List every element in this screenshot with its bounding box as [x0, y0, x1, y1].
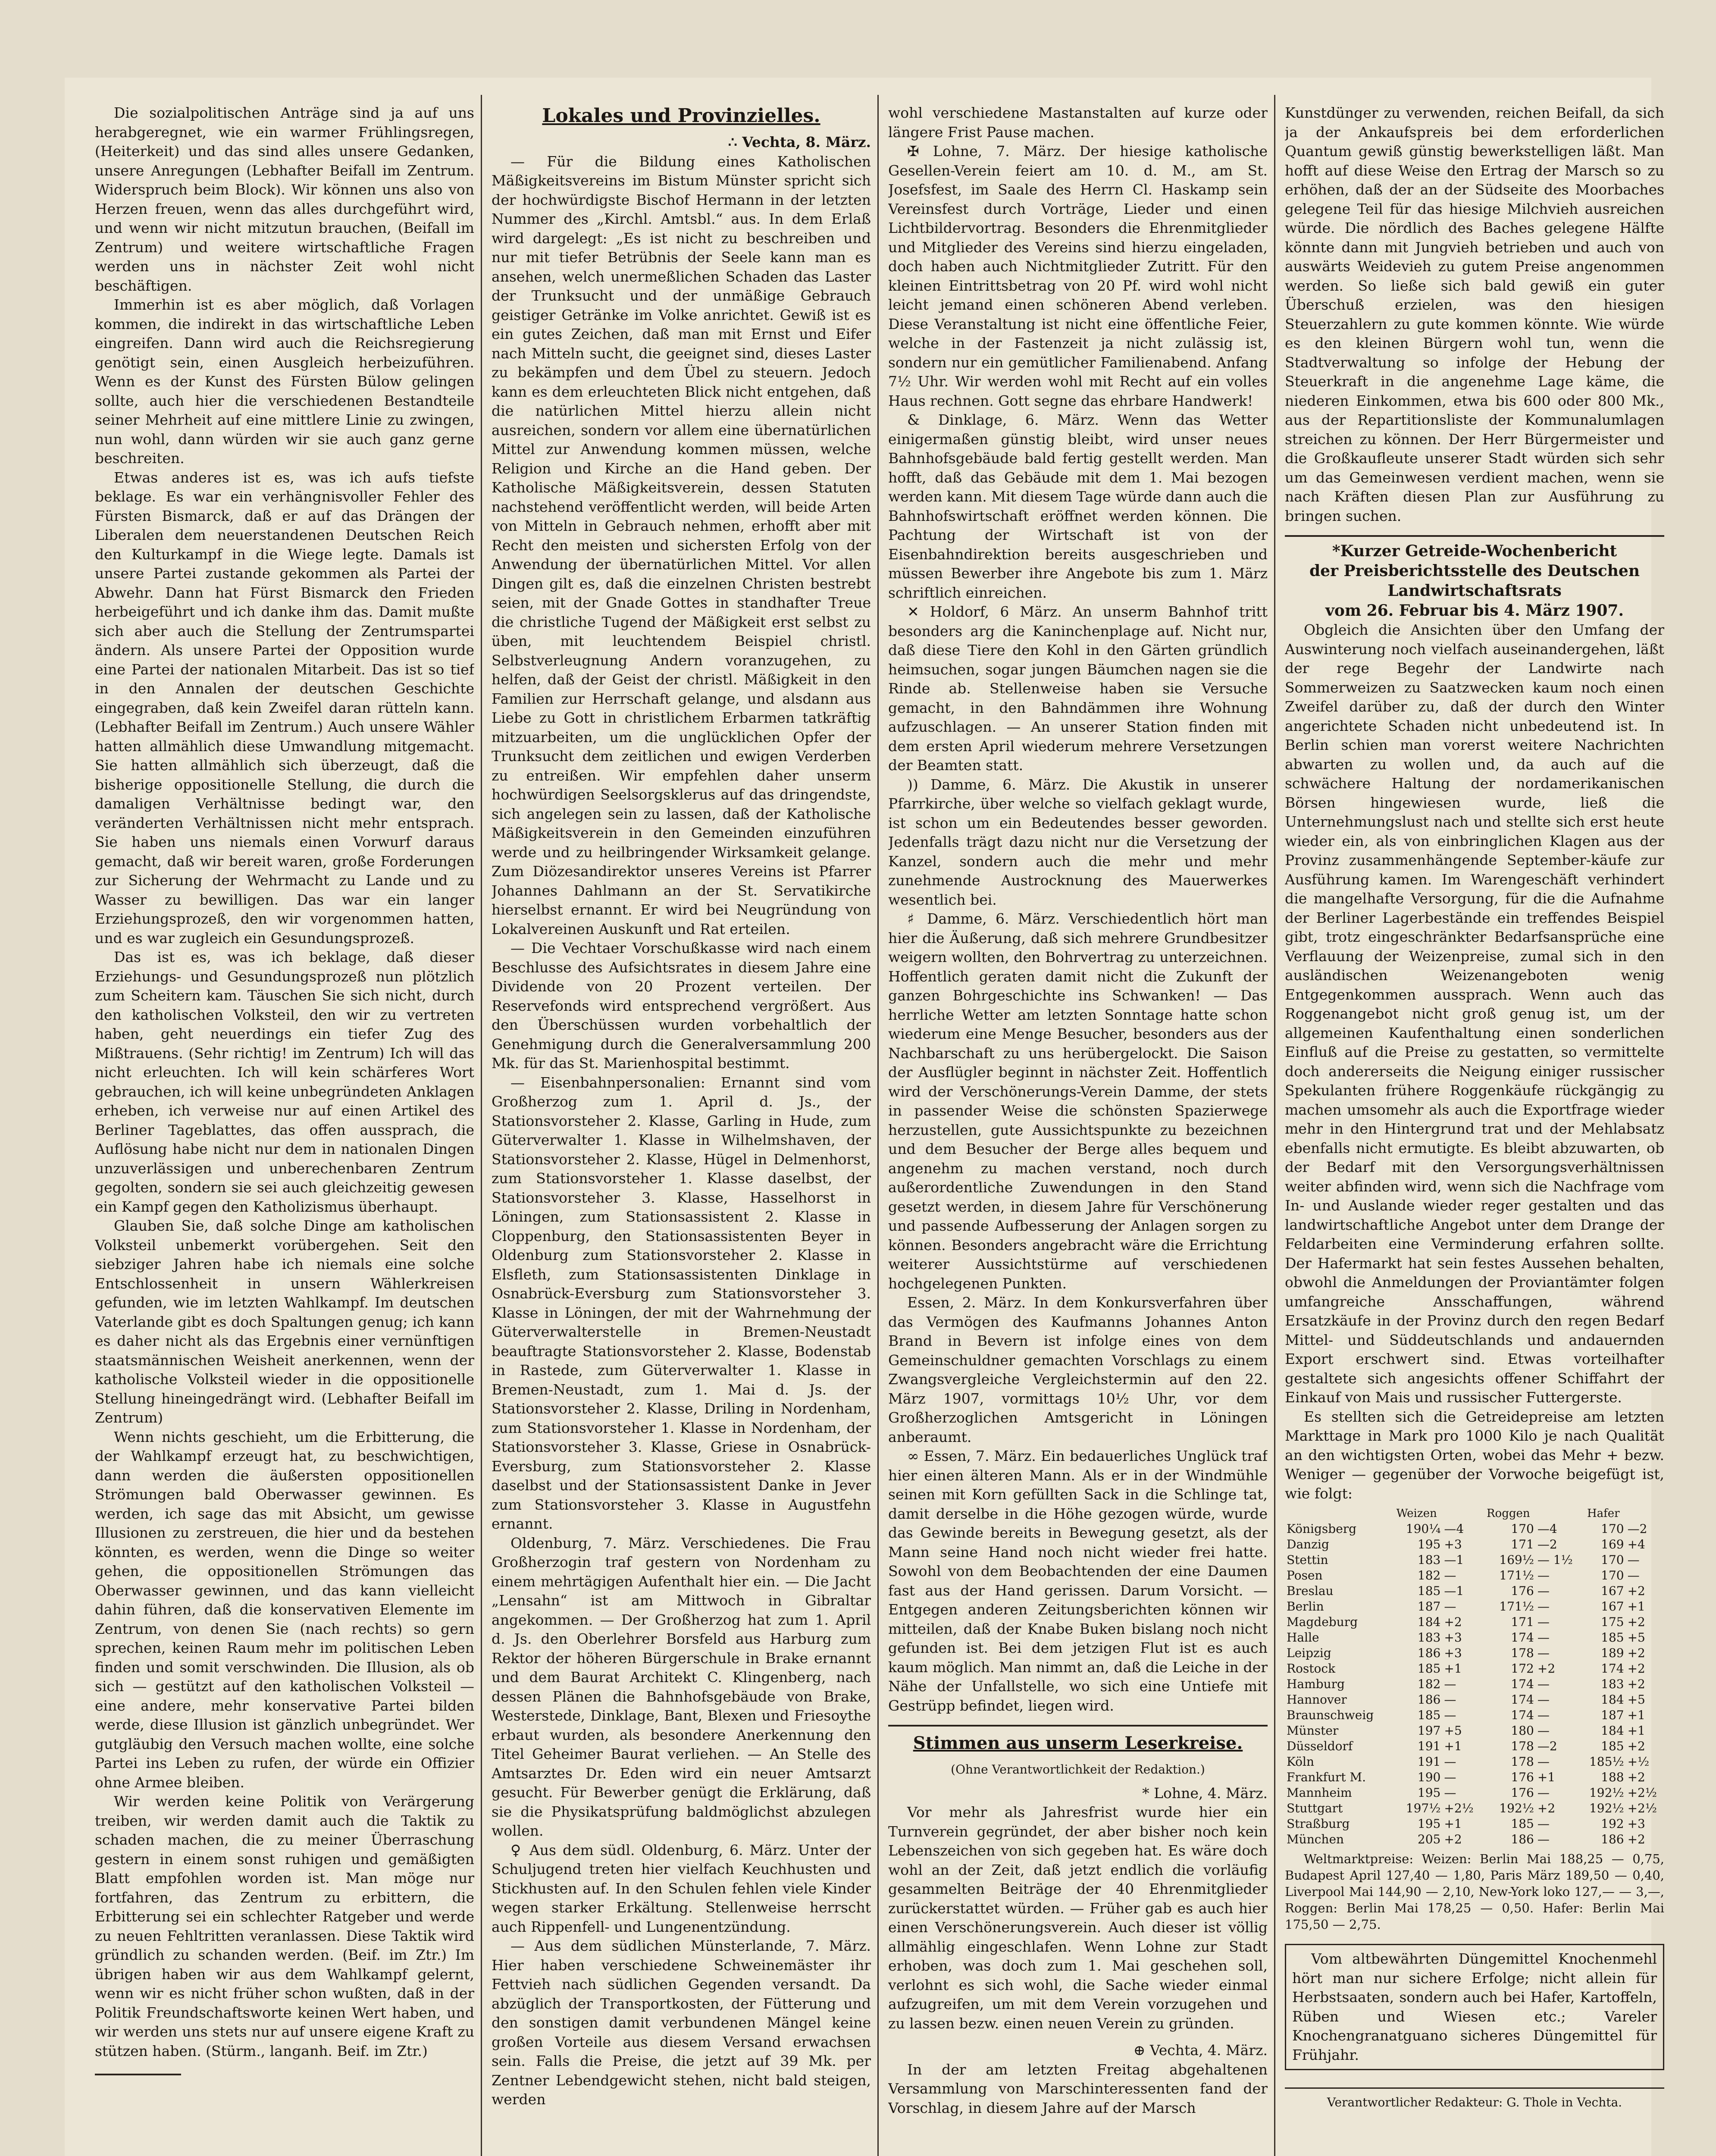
- paragraph: — Die Vechtaer Vorschußkasse wird nach einem Beschlusse des Aufsichtsrates in diesem Jahre eine Dividende von 20 Prozent verteilen. Der Reservefonds wird entsprechend vergrößert. Aus den Überschüssen wurden vorbehaltlich der Genehmigung durch die Generalversammlung 200 Mk. für das St. Marienhospital bestimmt.: [492, 940, 871, 1072]
- end-rule: [95, 2074, 181, 2075]
- table-cell-value: +2½: [1627, 1786, 1657, 1800]
- paragraph: Die sozialpolitischen Anträge sind ja auf uns herabgeregnet, wie ein warmer Frühlingsregen, (Heiterkeit) und das sind alles unsere Gedanken, unsere Anregungen (Lebhafter Beifall im Zentrum. Widerspruch beim Block). Wir können uns also von Herzen freuen, wenn das alles durchgeführt wird, und wenn wir nicht mitzutun brauchen, (Beifall im Zentrum) und weitere wirtschaftliche Fragen werden uns in nächster Zeit wohl nicht beschäftigen.: [95, 104, 474, 294]
- paragraph: Wenn nichts geschieht, um die Erbitterung, die der Wahlkampf erzeugt hat, zu beschwichtigen, dann werden die äußersten oppositionellen Strömungen bald Oberwasser gewinnen. Es werden, ich sage das mit Absicht, um gewisse Illusionen zu zerstreuen, die hier und da bestehen könnten, es werden, wenn die Dinge so weiter gehen, die oppositionellen Strömungen das Oberwasser gewinnen, und das kann vielleicht dahin führen, daß die konservativen Elemente im Zentrum, von denen Sie (nach rechts) so gern sprechen, keinen Raum mehr im politischen Leben finden und somit verschwinden. Die Illusion, als ob sich — gestützt auf den katholischen Volksteil — eine andere, mehr konservative Partei bilden werde, diese Illusion ist gänzlich unbegründet. Wer gutgläubig den Versuch machen wollte, eine solche Partei ins Leben zu rufen, der würde ein Offizier ohne Armee bleiben.: [95, 1428, 474, 1791]
- table-cell-value: —: [1537, 1755, 1550, 1769]
- table-header-row: [1285, 1506, 1664, 1521]
- table-cell-value: —: [1537, 1786, 1550, 1800]
- paragraph: — Eisenbahnpersonalien: Ernannt sind vom Großherzog zum 1. April d. Js., der Stationsvorsteher 2. Klasse, Garling in Hude, zum Güterverwalter 1. Klasse in Wilhelmshaven, der Stationsvorsteher 2. Klasse, Hügel in Delmenhorst, zum Stationsvorsteher 1. Klasse daselbst, der Stationsvorsteher 3. Klasse, Hasselhorst in Löningen, zum Stationsassistent 2. Klasse in Cloppenburg, den Stationsassistenten Beyer in Oldenburg zum Stationsvorsteher 2. Klasse in Elsfleth, zum Stationsassistenten Dinklage in Osnabrück-Eversburg zum Stationsvorsteher 3. Klasse in Löningen, der mit der Wahrnehmung der Güterverwalterstelle in Bremen-Neustadt beauftragte Stationsvorsteher 2. Klasse, Bodenstab in Rastede, zum Güterverwalter 1. Klasse in Bremen-Neustadt, zum 1. Mai d. Js. der Stationsvorsteher 2. Klasse, Driling in Nordenham, zum Stationsvorsteher 1. Klasse in Nordenham, der Stationsvorsteher 3. Klasse, Griese in Osnabrück-Eversburg, zum Stationsvorsteher 2. Klasse daselbst und der Stationsassistent Danke in Jever zum Stationsvorsteher 3. Klasse in Augustfehn ernannt.: [492, 1074, 871, 1532]
- table-cell-value: 176: [1511, 1786, 1534, 1800]
- table-cell-value: 183: [1417, 1553, 1441, 1567]
- table-cell-value: —: [1444, 1708, 1456, 1722]
- table-cell-city: Breslau: [1287, 1584, 1334, 1598]
- section-heading-readers: Stimmen aus unserm Leserkreise.: [913, 1733, 1243, 1753]
- paragraph: ♀ Aus dem südl. Oldenburg, 6. März. Unter der Schuljugend treten hier vielfach Keuchhusten und Stickhusten auf. In den Schulen fehlen viele Kinder wegen starker Erkältung. Stellenweise herrscht auch Rippenfell- und Lungenentzündung.: [492, 1841, 871, 1935]
- table-cell-value: +1: [1627, 1724, 1645, 1738]
- column-3: [888, 103, 1268, 2156]
- table-cell-value: —: [1537, 1630, 1550, 1645]
- paragraph: )) Damme, 6. März. Die Akustik in unserer Pfarrkirche, über welche so vielfach geklagt wurde, ist schon um ein Bedeutendes besser geworden. Jedenfalls trägt dazu nicht nur die Versetzung der Kanzel, sondern auch die mehr und mehr zunehmende Austrocknung des Mauerwerkes wesentlich bei.: [888, 776, 1268, 908]
- table-row: [1285, 1537, 1664, 1552]
- table-cell-value: 174: [1511, 1630, 1534, 1645]
- paragraph: wohl verschiedene Mastanstalten auf kurze oder längere Frist Pause machen.: [888, 104, 1268, 141]
- table-header-cell: [1285, 1506, 1391, 1521]
- table-cell-city: Hannover: [1287, 1692, 1347, 1707]
- table-cell-value: —: [1537, 1646, 1550, 1660]
- table-cell-value: +2: [1537, 1801, 1556, 1815]
- table-cell-value: 182: [1417, 1677, 1441, 1691]
- table-cell-value: 205: [1417, 1832, 1441, 1846]
- table-cell-value: +2: [1627, 1739, 1645, 1753]
- table-cell-value: +1: [1444, 1817, 1462, 1831]
- paragraph: — Für die Bildung eines Katholischen Mäßigkeitsvereins im Bistum Münster spricht sich der hochwürdigste Bischof Hermann in der letzten Nummer des „Kirchl. Amtsbl.“ aus. In dem Erlaß wird dargelegt: „Es ist nicht zu beschreiben und nur mit tiefer Betrübnis der Seele kann man es ansehen, welch unermeßlichen Schaden das Laster der Trunksucht und der unmäßige Gebrauch geistiger Getränke im Volke anrichtet. Gewiß ist es ein gutes Zeichen, daß man mit Ernst und Eifer nach Mitteln sucht, die geeignet sind, dieses Laster zu bekämpfen und dem Übel zu steuern. Jedoch kann es dem erleuchteten Blick nicht entgehen, daß die natürlichen Mittel hierzu allein nicht ausreichen, sondern vor allem eine übernatürlichen Mittel zur Anwendung kommen müssen, welche Religion und Kirche an die Hand geben. Der Katholische Mäßigkeitsverein, dessen Statuten nachstehend veröffentlicht werden, will beide Arten von Mitteln in Gebrauch nehmen, erhofft aber mit Recht den meisten und sichersten Erfolg von der Anwendung der übernatürlichen Mittel. Vor allen Dingen gilt es, daß die einzelnen Christen bestrebt seien, mit der Gnade Gottes in standhafter Treue die christliche Tugend der Mäßigkeit erst selbst zu üben, mit leuchtendem Beispiel christl. Selbstverleugnung Andern voranzugehen, zu helfen, daß der Geist der christl. Mäßigkeit in den Familien zur Herrschaft gelange, und alsdann aus Liebe zu Gott in christlichem Erbarmen tatkräftig mitzuarbeiten, um die unglücklichen Opfer der Trunksucht dem zeitlichen und ewigen Verderben zu entreißen. Wir empfehlen daher unserm hochwürdigen Seelsorgsklerus auf das dringendste, sich angelegen sein zu lassen, daß der Katholische Mäßigkeitsverein in den Gemeinden einzuführen werde und zu heilbringender Wirksamkeit gelange. Zum Diözesandirektor unseres Vereins ist Pfarrer Johannes Dahlmann an der St. Servatikirche hierselbst ernannt. Er wird bei Neugründung von Lokalvereinen Auskunft und Rat erteilen.: [492, 153, 871, 937]
- table-cell-value: 178: [1511, 1755, 1534, 1769]
- table-cell-value: +1: [1444, 1739, 1462, 1753]
- table-cell-city: Stuttgart: [1287, 1801, 1343, 1815]
- table-cell-value: 174: [1601, 1661, 1624, 1676]
- table-cell-value: —: [1627, 1568, 1640, 1583]
- table-cell-value: +2: [1537, 1661, 1556, 1676]
- paragraph: ✠ Lohne, 7. März. Der hiesige katholische Gesellen-Verein feiert am 10. d. M., am St. Josefsfest, im Saale des Herrn Cl. Haskamp sein Vereinsfest durch Vorträge, Lieder und einen Lichtbildervortrag. Besonders die Ehrenmitglieder und Mitglieder des Vereins sind hierzu eingeladen, doch haben auch Nichtmitglieder Zutritt. Für den kleinen Eintrittsbetrag von 20 Pf. wird wohl nicht leicht jemand einen schöneren Abend verleben. Diese Veranstaltung ist nicht eine öffentliche Feier, welche in der Fastenzeit ja nicht zulässig ist, sondern nur ein gemütlicher Familienabend. Anfang 7½ Uhr. Wir werden wohl mit Recht auf ein volles Haus rechnen. Gott segne das ehrbare Handwerk!: [888, 143, 1268, 409]
- table-row: [1285, 1630, 1664, 1645]
- paragraph: Immerhin ist es aber möglich, daß Vorlagen kommen, die indirekt in das wirtschaftliche Leben eingreifen. Dann wird auch die Reichsregierung genötigt sein, einen Ausgleich herbeizuführen. Wenn es der Kunst des Fürsten Bülow gelingen sollte, auch hier die verschiedenen Bestandteile seiner Mehrheit auf eine mittlere Linie zu zwingen, nun wohl, dann würden wir sie auch ganz gerne beschreiten.: [95, 296, 474, 467]
- table-cell-city: Rostock: [1287, 1661, 1336, 1676]
- table-cell-value: 187: [1601, 1708, 1624, 1722]
- paragraph: In der am letzten Freitag abgehaltenen Versammlung von Marschinteressenten fand der Vorschlag, in diesem Jahre auf der Marsch: [888, 2061, 1268, 2116]
- table-cell-value: 186: [1601, 1832, 1624, 1846]
- advertisement-text: Vom altbewährten Düngemittel Knochenmehl hört man nur sichere Erfolge; nicht allein für Herbstsaaten, sondern auch bei Hafer, Kartoffeln, Rüben und Wiesen etc.; Vareler Knochengranatguano sicheres Düngemittel für Frühjahr.: [1292, 1950, 1657, 2063]
- editor-footer: Verantwortlicher Redakteur: G. Thole in Vechta.: [1285, 2087, 1664, 2112]
- paragraph: Wir werden keine Politik von Verärgerung treiben, wir werden damit auch die Taktik zu schaden machen, die zu meiner Überraschung gestern in einem sonst ruhigen und gemäßigten Blatt empfohlen worden ist. Man möge nur fortfahren, das Zentrum zu erbittern, die Erbitterung sei ein schlechter Ratgeber und werde zu neuen Fehltritten veranlassen. Diese Taktik wird gründlich zu schanden werden. (Beif. im Ztr.) Im übrigen haben wir aus dem Wahlkampf gelernt, wenn wir es nicht früher schon wußten, daß in der Politik Freundschaftsworte keinen Wert haben, und wir werden uns stets nur auf unsere eigene Kraft zu stützen haben. (Stürm., langanh. Beif. im Ztr.): [95, 1793, 474, 2059]
- table-cell-value: 169: [1601, 1537, 1624, 1551]
- table-cell-value: 170: [1601, 1522, 1624, 1536]
- table-cell-value: —2: [1627, 1522, 1647, 1536]
- table-cell-city: Münster: [1287, 1724, 1339, 1738]
- table-cell-value: —: [1444, 1786, 1456, 1800]
- paragraph: Essen, 2. März. In dem Konkursverfahren über das Vermögen des Kaufmanns Johannes Anton Brand in Bevern ist infolge eines von dem Gemeinschuldner gemachten Vorschlags zu einem Zwangsvergleiche Vergleichstermin auf den 22. März 1907, vormittags 10½ Uhr, vor dem Großherzoglichen Amtsgericht in Löningen anberaumt.: [888, 1294, 1268, 1445]
- paragraph: ✕ Holdorf, 6 März. An unserm Bahnhof tritt besonders arg die Kaninchenplage auf. Nicht nur, daß diese Tiere den Kohl in den Gärten gründlich heimsuchen, sogar jungen Bäumchen nagen sie die Rinde ab. Stellenweise haben sie Versuche gemacht, in den Bahndämmen ihre Wohnung aufzuschlagen. — An unserer Station finden mit dem ersten April wiederum mehrere Versetzungen der Beamten statt.: [888, 603, 1268, 774]
- table-cell-value: 172: [1511, 1661, 1534, 1676]
- table-header-cell: Weizen: [1396, 1507, 1437, 1520]
- table-cell-value: 185: [1601, 1739, 1624, 1753]
- paragraph: Das ist es, was ich beklage, daß dieser Erziehungs- und Gesundungsprozeß nun plötzlich zum Scheitern kam. Täuschen Sie sich nicht, durch den katholischen Volksteil, den wir zu vertreten haben, geht neuerdings ein tiefer Zug des Mißtrauens. (Sehr richtig! im Zentrum) Ich will das nicht erleuchten. Ich will kein schärferes Wort gebrauchen, ich will keine unbegründeten Anklagen erheben, ich verweise nur auf einen Artikel des Berliner Tageblattes, das offen aussprach, die Auflösung habe nicht nur dem in nationalen Dingen unzuverlässigen und unberechenbaren Zentrum gegolten, sondern sie sei auch gleichzeitig gewesen ein Kampf gegen den Katholizismus überhaupt.: [95, 949, 474, 1215]
- table-cell-value: —: [1537, 1615, 1550, 1629]
- table-cell-value: +2½: [1444, 1801, 1474, 1815]
- table-cell-value: 183: [1601, 1677, 1624, 1691]
- table-cell-value: 195: [1417, 1817, 1441, 1831]
- paragraph: Kunstdünger zu verwenden, reichen Beifall, da sich ja der Ankaufspreis bei dem erforderlichen Quantum gewiß günstig bewerkstelligen läßt. Man hofft auf diese Weise den Ertrag der Marsch so zu erhöhen, daß der an der Südseite des Moorbaches gelegene Teil für das hiesige Milchvieh ausreichen würde. Die nördlich des Baches gelegene Hälfte könnte dann mit Jungvieh betrieben und auch von auswärts Weidevieh zu gutem Preise angenommen werden. So ließe sich bald gewiß ein guter Überschuß erzielen, was den hiesigen Steuerzahlern zu gute kommen könnte. Wie würde es den kleinen Bürgern wohl tun, wenn die Stadtverwaltung so infolge der Hebung der Steuerkraft in die angenehme Lage käme, die niederen Einkommen, etwa bis 600 oder 800 Mk., aus der Repartitionsliste der Kommunalumlagen streichen zu können. Der Herr Bürgermeister und die Großkaufleute unserer Stadt würden sich sehr um das Gemeinwesen verdient machen, wenn sie nach Kräften diesen Plan zur Ausführung zu bringen suchen.: [1285, 104, 1664, 524]
- table-row: [1285, 1785, 1664, 1801]
- table-cell-value: 176: [1511, 1770, 1534, 1784]
- table-cell-value: 167: [1601, 1584, 1624, 1598]
- table-row: [1285, 1723, 1664, 1739]
- table-cell-city: Mannheim: [1287, 1786, 1352, 1800]
- dateline: * Lohne, 4. März.: [1142, 1784, 1268, 1802]
- table-cell-value: 190: [1417, 1770, 1441, 1784]
- paragraph: Vor mehr als Jahresfrist wurde hier ein Turnverein gegründet, der aber bisher noch kein Lebenszeichen von sich gegeben hat. Es wäre doch wohl an der Zeit, daß jetzt endlich die vorläufig gesammelten Beiträge der 40 Ehrenmitglieder zurückerstattet würden. — Früher gab es auch hier einen Verschönerungsverein. Auch dieser ist völlig allmählig eingeschlafen. Wenn Lohne zur Stadt erhoben, was doch zum 1. Mai geschehen soll, verlohnt es sich wohl, die Sache wieder einmal aufzugreifen, um mit dem Verein vorzugehen und zu lassen bezw. einen neuen Verein zu gründen.: [888, 1804, 1268, 2032]
- table-cell-value: +3: [1444, 1630, 1462, 1645]
- table-header-cell: [1442, 1506, 1481, 1521]
- paragraph: ∞ Essen, 7. März. Ein bedauerliches Unglück traf hier einen älteren Mann. Als er in der Windmühle seinen mit Korn gefüllten Sack in die Schlinge tat, damit derselbe in die Höhe gezogen würde, wurde das Gewinde bereits in Bewegung gesetzt, als der Mann seine Hand noch nicht wieder frei hatte. Sowohl von dem Beobachtenden der eine Daumen fast aus der Hand gerissen. Darum Vorsicht. — Entgegen anderen Zeitungsberichten können wir mitteilen, daß der Knabe Buken bislang noch nicht gefunden ist. Bei dem jetzigen Flut ist es auch kaum möglich. Man nimmt an, daß die Leiche in der Nähe der Unfallstelle, wo sich eine Untiefe mit Gestrüpp befindet, liegen wird.: [888, 1448, 1268, 1714]
- dateline: ∴ Vechta, 8. März.: [728, 134, 871, 150]
- table-cell-value: +1: [1627, 1708, 1645, 1722]
- table-row: [1285, 1614, 1664, 1630]
- table-cell-value: 170: [1511, 1522, 1534, 1536]
- table-cell-value: +2: [1627, 1770, 1645, 1784]
- table-cell-value: 187: [1417, 1599, 1441, 1614]
- dateline: ⊕ Vechta, 4. März.: [1133, 2042, 1268, 2059]
- table-cell-value: 180: [1511, 1724, 1534, 1738]
- table-header-cell: Hafer: [1587, 1507, 1620, 1520]
- table-cell-value: 189: [1601, 1646, 1624, 1660]
- table-cell-value: +3: [1627, 1817, 1645, 1831]
- table-cell-value: —1: [1444, 1553, 1464, 1567]
- table-row: [1285, 1816, 1664, 1832]
- table-cell-value: 190¼: [1406, 1522, 1441, 1536]
- table-cell-value: +2: [1627, 1646, 1645, 1660]
- table-cell-value: 185½: [1589, 1755, 1624, 1769]
- section-rule: [1285, 535, 1664, 537]
- table-cell-city: Berlin: [1287, 1599, 1324, 1614]
- table-row: [1285, 1754, 1664, 1770]
- table-cell-value: —: [1537, 1677, 1550, 1691]
- table-cell-value: —: [1444, 1599, 1456, 1614]
- table-cell-value: +2: [1444, 1615, 1462, 1629]
- table-cell-value: 183: [1417, 1630, 1441, 1645]
- table-cell-value: 174: [1511, 1692, 1534, 1707]
- table-header-cell: [1626, 1506, 1664, 1521]
- table-cell-value: —: [1537, 1832, 1550, 1846]
- table-cell-value: 192½: [1589, 1801, 1624, 1815]
- table-row: [1285, 1521, 1664, 1537]
- table-cell-value: —: [1537, 1599, 1550, 1614]
- table-cell-city: Straßburg: [1287, 1817, 1350, 1831]
- table-cell-value: —: [1537, 1584, 1550, 1598]
- table-cell-value: 174: [1511, 1708, 1534, 1722]
- table-cell-value: —: [1627, 1553, 1640, 1567]
- table-cell-city: Leipzig: [1287, 1646, 1331, 1660]
- table-cell-value: +3: [1444, 1646, 1462, 1660]
- table-cell-value: +1: [1444, 1661, 1462, 1676]
- table-cell-city: Köln: [1287, 1755, 1315, 1769]
- table-header-cell: Roggen: [1486, 1507, 1530, 1520]
- table-row: [1285, 1770, 1664, 1785]
- table-row: [1285, 1599, 1664, 1614]
- table-cell-value: +2: [1627, 1832, 1645, 1846]
- table-cell-value: +1: [1537, 1770, 1556, 1784]
- table-cell-value: —: [1444, 1568, 1456, 1583]
- newspaper-page: [65, 78, 1664, 2156]
- advertisement-box: [1285, 1944, 1664, 2070]
- table-cell-value: —: [1537, 1568, 1550, 1583]
- table-cell-value: 186: [1511, 1832, 1534, 1846]
- table-cell-city: München: [1287, 1832, 1344, 1846]
- table-cell-city: Königsberg: [1287, 1522, 1357, 1536]
- section-heading-local-news: Lokales und Provinzielles.: [542, 105, 820, 127]
- paragraph: Oldenburg, 7. März. Verschiedenes. Die Frau Großherzogin traf gestern von Nordenham zu einem mehrtägigen Aufenthalt hier ein. — Die Jacht „Lensahn“ ist am Mittwoch in Gibraltar angekommen. — Der Großherzog hat zum 1. April d. Js. den Oberlehrer Borsfeld aus Harburg zum Rektor der höheren Bürgerschule in Brake ernannt und dem Baurat Architekt C. Klingenberg, nach dessen Plänen die Bahnhofsgebäude von Brake, Westerstede, Dinklage, Bant, Blexen und Friesoythe erbaut wurden, als besondere Anerkennung den Titel Geheimer Baurat verliehen. — An Stelle des Amtsarztes Dr. Eden wird ein neuer Amtsarzt gesucht. Für Bewerber genügt die Erklärung, daß sie die Physikatsprüfung baldmöglichst abzulegen wollen.: [492, 1534, 871, 1839]
- table-cell-value: +5: [1444, 1724, 1462, 1738]
- table-cell-value: +½: [1627, 1755, 1650, 1769]
- table-cell-city: Stettin: [1287, 1553, 1328, 1567]
- table-cell-value: 184: [1601, 1724, 1624, 1738]
- table-cell-value: 178: [1511, 1646, 1534, 1660]
- table-cell-value: 197: [1417, 1724, 1441, 1738]
- table-cell-value: +2: [1444, 1832, 1462, 1846]
- table-header-cell: [1536, 1506, 1581, 1521]
- table-row: [1285, 1832, 1664, 1847]
- column-divider: [1274, 95, 1275, 2156]
- column-2: [492, 103, 871, 2156]
- table-cell-value: 175: [1601, 1615, 1624, 1629]
- table-cell-value: +2: [1627, 1677, 1645, 1691]
- table-cell-city: Hamburg: [1287, 1677, 1345, 1691]
- table-row: [1285, 1645, 1664, 1661]
- table-cell-value: 184: [1601, 1692, 1624, 1707]
- grain-price-table: [1285, 1506, 1664, 1847]
- column-4: [1285, 103, 1664, 2156]
- section-note: (Ohne Verantwortlichkeit der Redaktion.): [951, 1762, 1205, 1777]
- table-cell-value: 185: [1417, 1661, 1441, 1676]
- table-cell-value: 186: [1417, 1646, 1441, 1660]
- table-cell-value: —4: [1537, 1522, 1557, 1536]
- table-cell-value: 195: [1417, 1786, 1441, 1800]
- table-cell-value: —: [1444, 1755, 1456, 1769]
- table-cell-value: —: [1537, 1708, 1550, 1722]
- table-cell-value: 192½: [1589, 1786, 1624, 1800]
- table-cell-value: 192½: [1499, 1801, 1534, 1815]
- paragraph: ♯ Damme, 6. März. Verschiedentlich hört man hier die Äußerung, daß sich mehrere Grundbesitzer weigern wollten, den Bohrvertrag zu unterzeichnen. Hoffentlich geraten damit nicht die Zukunft der ganzen Bohrgeschichte ins Schwanken! — Das herrliche Wetter am letzten Sonntage hatte schon wiederum eine Menge Besucher, besonders aus der Nachbarschaft zu uns herübergelockt. Die Saison der Ausflügler beginnt in nächster Zeit. Hoffentlich wird der Verschönerungs-Verein Damme, der stets in passender Weise die schönsten Spazierwege herzustellen, gute Aussichtspunkte zu bezeichnen und dem Besucher der Berge alles bequem und angenehm zu machen verstand, noch durch außerordentliche Zuwendungen in den Stand gesetzt werden, in diesem Jahre für Verschönerung und passende Aufbesserung der Anlagen sorgen zu können. Besonders angebracht wäre die Errichtung weiterer Aussichtstürme auf verschiedenen hochgelegenen Punkten.: [888, 910, 1268, 1292]
- table-cell-value: 167: [1601, 1599, 1624, 1614]
- table-row: [1285, 1661, 1664, 1677]
- table-cell-value: —2: [1537, 1537, 1557, 1551]
- section-rule: [888, 1725, 1268, 1727]
- table-cell-city: Danzig: [1287, 1537, 1329, 1551]
- table-cell-city: Posen: [1287, 1568, 1323, 1583]
- table-cell-value: 186: [1417, 1692, 1441, 1707]
- table-cell-value: —: [1444, 1770, 1456, 1784]
- table-cell-value: —2: [1537, 1739, 1557, 1753]
- table-cell-value: 171: [1511, 1615, 1534, 1629]
- paragraph: Etwas anderes ist es, was ich aufs tiefste beklage. Es war ein verhängnisvoller Fehler des Fürsten Bismarck, daß er auf das Drängen der Liberalen dem neuerstandenen Deutschen Reich den Kulturkampf in die Wiege legte. Damals ist unsere Partei zustande gekommen als Partei der Abwehr. Dann hat Fürst Bismarck den Frieden herbeigeführt und ich danke ihm das. Damit mußte sich aber auch die Stellung der Zentrumspartei ändern. Als unsere Partei der Opposition wurde eine Partei der nationalen Mitarbeit. Das ist so tief in den Annalen der deutschen Geschichte eingegraben, daß kein Zweifel daran rütteln kann. (Lebhafter Beifall im Zentrum.) Auch unsere Wähler hatten allmählich diese Umwandlung mitgemacht. Sie hatten allmählich sich überzeugt, daß die bisherige oppositionelle Stellung, die durch die damaligen Verhältnisse bedingt war, den veränderten Verhältnissen nicht mehr entsprach. Sie haben uns niemals einen Vorwurf daraus gemacht, daß wir bereit waren, große Forderungen zur Sicherung der Wehrmacht zu Lande und zu Wasser zu bewilligen. Das war ein langer Erziehungsprozeß, den wir vorgenommen hatten, und es war zugleich ein Gesundungsprozeß.: [95, 469, 474, 946]
- table-cell-value: —: [1537, 1724, 1550, 1738]
- column-divider: [481, 95, 482, 2156]
- table-row: [1285, 1552, 1664, 1568]
- table-cell-value: 185: [1417, 1584, 1441, 1598]
- table-cell-city: Halle: [1287, 1630, 1319, 1645]
- table-row: [1285, 1801, 1664, 1816]
- table-cell-city: Frankfurt M.: [1287, 1770, 1366, 1784]
- table-cell-value: 185: [1417, 1708, 1441, 1722]
- report-heading: *Kurzer Getreide-Wochenbericht: [1332, 542, 1617, 560]
- table-cell-value: —: [1444, 1692, 1456, 1707]
- table-cell-value: —4: [1444, 1522, 1464, 1536]
- table-cell-value: +2: [1627, 1661, 1645, 1676]
- table-cell-value: 170: [1601, 1568, 1624, 1583]
- table-cell-value: 182: [1417, 1568, 1441, 1583]
- table-cell-value: 169½: [1499, 1553, 1534, 1567]
- paragraph: Es stellten sich die Getreidepreise am letzten Markttage in Mark pro 1000 Kilo je nach Qualität an den wichtigsten Orten, wobei das Mehr + bezw. Weniger — gegenüber der Vorwoche beigefügt ist, wie folgt:: [1285, 1408, 1664, 1502]
- table-cell-value: 171½: [1499, 1568, 1534, 1583]
- table-cell-value: 197½: [1406, 1801, 1441, 1815]
- table-row: [1285, 1708, 1664, 1723]
- table-cell-value: +2½: [1627, 1801, 1657, 1815]
- paragraph: — Aus dem südlichen Münsterlande, 7. März. Hier haben verschiedene Schweinemäster ihr Fettvieh nach südlichen Gegenden versandt. Da abzüglich der Transportkosten, der Fütterung und den sonstigen damit verbundenen Mängel keine großen Vorteile aus diesem Versand erwachsen sein. Falls die Preise, die jetzt auf 39 Mk. per Zentner Lebendgewicht stehen, nicht bald steigen, werden: [492, 1937, 871, 2108]
- table-cell-value: —: [1444, 1677, 1456, 1691]
- table-cell-value: +1: [1627, 1599, 1645, 1614]
- table-cell-value: 188: [1601, 1770, 1624, 1784]
- table-cell-value: 185: [1511, 1817, 1534, 1831]
- table-cell-city: Düsseldorf: [1287, 1739, 1353, 1753]
- table-row: [1285, 1583, 1664, 1599]
- report-heading: der Preisberichtsstelle des Deutschen: [1309, 562, 1640, 580]
- table-cell-value: 171½: [1499, 1599, 1534, 1614]
- table-row: [1285, 1677, 1664, 1692]
- table-cell-value: 174: [1511, 1677, 1534, 1691]
- table-cell-value: 185: [1601, 1630, 1624, 1645]
- table-cell-value: 170: [1601, 1553, 1624, 1567]
- table-cell-value: 171: [1511, 1537, 1534, 1551]
- table-cell-value: —: [1537, 1692, 1550, 1707]
- paragraph: Glauben Sie, daß solche Dinge am katholischen Volksteil unbemerkt vorübergehen. Seit den siebziger Jahren habe ich niemals eine solche Entschlossenheit in unsern Wählerkreisen gefunden, wie im letzten Wahlkampf. Im deutschen Vaterlande gibt es doch Spaltungen genug; ich kann es daher nicht als das Ergebnis einer vernünftigen staatsmännischen Weisheit anerkennen, wenn der katholische Volksteil wieder in die oppositionelle Stellung hineingedrängt wird. (Lebhafter Beifall im Zentrum): [95, 1217, 474, 1426]
- report-heading: vom 26. Februar bis 4. März 1907.: [1325, 602, 1624, 620]
- paragraph: & Dinklage, 6. März. Wenn das Wetter einigermaßen günstig bleibt, wird unser neues Bahnhofsgebäude bald fertig gestellt werden. Man hofft, daß das Gebäude mit dem 1. Mai bezogen werden kann. Mit diesem Tage würde dann auch die Bahnhofswirtschaft eröffnet werden können. Die Pachtung der Wirtschaft ist von der Eisenbahndirektion bereits ausgeschrieben und müssen Bewerber ihre Angebote bis zum 1. März schriftlich einreichen.: [888, 411, 1268, 601]
- world-market-prices: Weltmarktpreise: Weizen: Berlin Mai 188,25 — 0,75, Budapest April 127,40 — 1,80, Paris März 189,50 — 0,40, Liverpool Mai 144,90 — 2,10, New-York loko 127,— — 3,—, Roggen: Berlin Mai 178,25 — 0,50. Hafer: Berlin Mai 175,50 — 2,75.: [1285, 1852, 1664, 1932]
- table-row: [1285, 1692, 1664, 1708]
- table-cell-value: 191: [1417, 1755, 1441, 1769]
- column-divider: [877, 95, 879, 2156]
- table-cell-value: +3: [1444, 1537, 1462, 1551]
- table-row: [1285, 1739, 1664, 1754]
- table-cell-value: +2: [1627, 1584, 1645, 1598]
- table-cell-city: Magdeburg: [1287, 1615, 1358, 1629]
- table-cell-value: +5: [1627, 1630, 1645, 1645]
- table-cell-value: +4: [1627, 1537, 1645, 1551]
- table-cell-value: —: [1537, 1817, 1550, 1831]
- table-cell-value: 191: [1417, 1739, 1441, 1753]
- table-cell-value: 184: [1417, 1615, 1441, 1629]
- column-1: [95, 103, 474, 2156]
- table-cell-value: 195: [1417, 1537, 1441, 1551]
- table-cell-value: +2: [1627, 1615, 1645, 1629]
- table-cell-value: 192: [1601, 1817, 1624, 1831]
- table-row: [1285, 1568, 1664, 1583]
- table-cell-value: — 1½: [1537, 1553, 1573, 1567]
- report-heading: Landwirtschaftsrats: [1387, 582, 1562, 600]
- paragraph: Obgleich die Ansichten über den Umfang der Auswinterung noch vielfach auseinandergehen, läßt der rege Begehr der Landwirte nach Sommerweizen zu Saatzwecken kaum noch einen Zweifel darüber zu, daß der durch den Winter angerichtete Schaden nicht unbedeutend ist. In Berlin schien man vorerst weitere Nachrichten abwarten zu wollen und, da auch auf die schwächere Haltung der nordamerikanischen Börsen hingewiesen wurde, ließ die Unternehmungslust nach und stellte sich erst heute wieder ein, als von einbringlichen Klagen aus der Provinz zusammenhängende September-käufe zur Ausführung kamen. Im Warengeschäft verhindert die mangelhafte Versorgung, für die die Aufnahme der Berliner Lagerbestände ein treffendes Beispiel gibt, trotz eingeschränkter Bedarfsansprüche eine Verflauung der Weizenpreise, zumal sich in den ausländischen Weizenangeboten wenig Entgegenkommen aussprach. Wenn auch das Roggenangebot nicht groß genug ist, um der allgemeinen Kaufenthaltung einen sonderlichen Einfluß auf die Preise zu gestatten, so vermittelte doch andererseits die Neigung einiger russischer Spekulanten frühere Roggenkäufe rückgängig zu machen umsomehr als auch die Exportfrage wieder mehr in den Hintergrund trat und der Mehlabsatz ebenfalls nicht ermutigte. Es bleibt abzuwarten, ob der Bedarf mit den Versorgungsverhältnissen weiter abfinden wird, wenn sich die Nachfrage vom In- und Auslande wieder reger gestalten und das landwirtschaftliche Angebot unter dem Drange der Feldarbeiten eine Verminderung erfahren sollte. Der Hafermarkt hat sein festes Aussehen behalten, obwohl die Anmeldungen der Proviantämter folgen umfangreiche Ansschaffungen, während Ersatzkäufe in der Provinz durch den regen Bedarf Mittel- und Süddeutschlands und andauernden Export erschwert sind. Etwas vorteilhafter gestaltete sich angesichts offener Schiffahrt der Einkauf von Mais und russischer Futtergerste.: [1285, 621, 1664, 1406]
- table-cell-value: 178: [1511, 1739, 1534, 1753]
- table-cell-value: 176: [1511, 1584, 1534, 1598]
- table-cell-value: —1: [1444, 1584, 1464, 1598]
- table-cell-city: Braunschweig: [1287, 1708, 1374, 1722]
- table-cell-value: +5: [1627, 1692, 1645, 1707]
